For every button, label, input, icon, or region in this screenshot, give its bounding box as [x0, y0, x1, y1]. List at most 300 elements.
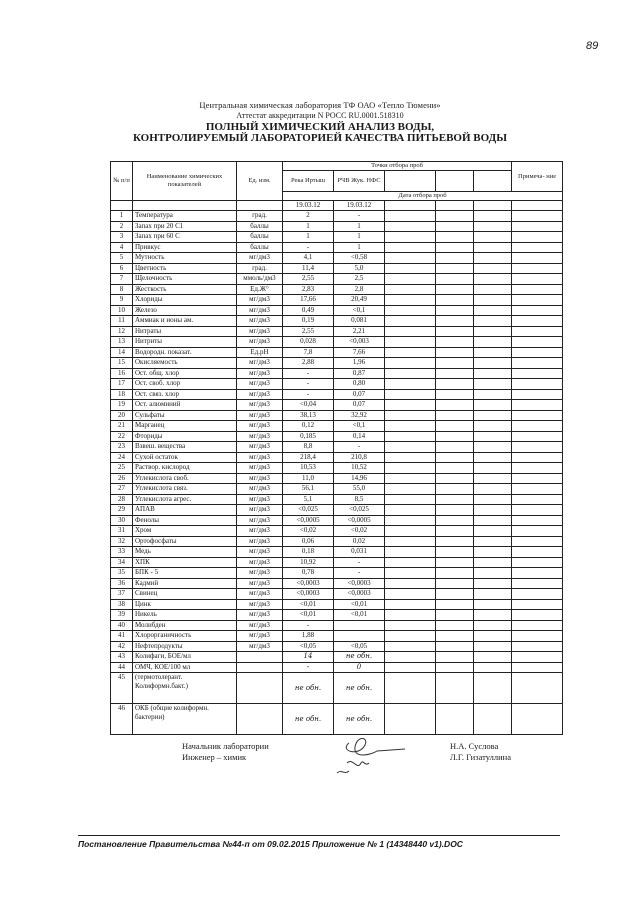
row-num: 1	[111, 211, 133, 222]
row-empty	[474, 410, 512, 421]
row-empty	[512, 589, 563, 600]
row-name: (термотолерант. Колиформн.бакт.)	[133, 673, 237, 704]
row-value-rchv: 20,49	[334, 295, 385, 306]
row-empty	[385, 421, 436, 432]
row-unit: мг/дм3	[237, 620, 283, 631]
row-empty	[385, 221, 436, 232]
row-num: 19	[111, 400, 133, 411]
row-name: Медь	[133, 547, 237, 558]
table-row	[111, 452, 563, 463]
row-unit: мг/дм3	[237, 557, 283, 568]
row-unit: мг/дм3	[237, 389, 283, 400]
row-empty	[385, 463, 436, 474]
table-row	[111, 641, 563, 652]
row-empty	[385, 662, 436, 673]
handwritten-signature	[335, 733, 430, 778]
row-empty	[474, 316, 512, 327]
row-empty	[474, 704, 512, 735]
row-name: Цветность	[133, 263, 237, 274]
row-value-rchv: 14,96	[334, 473, 385, 484]
table-row	[111, 284, 563, 295]
row-name: Сульфаты	[133, 410, 237, 421]
row-empty	[385, 620, 436, 631]
hdr-blank	[133, 201, 237, 211]
table-row	[111, 368, 563, 379]
row-unit: мг/дм3	[237, 368, 283, 379]
row-empty	[385, 673, 436, 704]
row-num: 20	[111, 410, 133, 421]
row-empty	[474, 547, 512, 558]
row-empty	[512, 662, 563, 673]
row-empty	[474, 379, 512, 390]
row-empty	[512, 368, 563, 379]
row-name: Привкус	[133, 242, 237, 253]
row-empty	[474, 631, 512, 642]
row-num: 12	[111, 326, 133, 337]
row-empty	[474, 484, 512, 495]
row-unit: град.	[237, 263, 283, 274]
row-unit: мг/дм3	[237, 358, 283, 369]
row-num: 45	[111, 673, 133, 704]
row-empty	[474, 662, 512, 673]
row-unit: мг/дм3	[237, 526, 283, 537]
row-unit: Ед.Ж°	[237, 284, 283, 295]
footer-rule	[78, 835, 560, 836]
row-empty	[385, 431, 436, 442]
row-value-rchv: 2,21	[334, 326, 385, 337]
row-empty	[474, 326, 512, 337]
row-empty	[512, 316, 563, 327]
row-empty	[512, 421, 563, 432]
row-empty	[436, 284, 474, 295]
row-empty	[512, 358, 563, 369]
row-name: Марганец	[133, 421, 237, 432]
row-value-rchv: 1	[334, 242, 385, 253]
row-value-river: -	[283, 368, 334, 379]
table-row	[111, 515, 563, 526]
row-empty	[512, 704, 563, 735]
row-value-river: <0,0003	[283, 589, 334, 600]
hdr-date-1: 19.03.12	[283, 201, 334, 211]
row-empty	[385, 337, 436, 348]
row-num: 36	[111, 578, 133, 589]
row-value-rchv: 8,5	[334, 494, 385, 505]
row-empty	[474, 589, 512, 600]
table-row	[111, 242, 563, 253]
row-unit: мг/дм3	[237, 463, 283, 474]
row-num: 17	[111, 379, 133, 390]
row-empty	[385, 589, 436, 600]
row-empty	[474, 505, 512, 516]
row-empty	[436, 473, 474, 484]
row-num: 4	[111, 242, 133, 253]
row-value-rchv: 10,52	[334, 463, 385, 474]
row-value-rchv: <0,1	[334, 421, 385, 432]
row-value-rchv: 210,8	[334, 452, 385, 463]
row-unit	[237, 652, 283, 663]
row-empty	[436, 494, 474, 505]
row-value-river: 1	[283, 232, 334, 243]
row-num: 6	[111, 263, 133, 274]
row-empty	[436, 610, 474, 621]
row-empty	[436, 662, 474, 673]
row-value-rchv: не обн.	[334, 673, 385, 704]
row-name: Кадмий	[133, 578, 237, 589]
row-empty	[474, 641, 512, 652]
row-value-river: <0,02	[283, 526, 334, 537]
row-empty	[474, 578, 512, 589]
row-empty	[385, 295, 436, 306]
row-empty	[474, 400, 512, 411]
row-empty	[474, 620, 512, 631]
hdr-note: Примеча- ние	[512, 162, 563, 192]
row-empty	[436, 631, 474, 642]
row-empty	[385, 484, 436, 495]
row-num: 30	[111, 515, 133, 526]
table-row	[111, 410, 563, 421]
hdr-points: Точки отбора проб	[283, 162, 512, 171]
row-value-river: 4,1	[283, 253, 334, 264]
row-name: ОКБ (общие колиформн. бактерии)	[133, 704, 237, 735]
row-value-river: 10,92	[283, 557, 334, 568]
row-unit: мг/дм3	[237, 305, 283, 316]
hdr-blank	[512, 201, 563, 211]
row-name: Жесткость	[133, 284, 237, 295]
row-empty	[512, 242, 563, 253]
row-num: 8	[111, 284, 133, 295]
row-num: 43	[111, 652, 133, 663]
table-header	[111, 162, 563, 211]
row-value-river: 10,53	[283, 463, 334, 474]
row-num: 26	[111, 473, 133, 484]
row-num: 14	[111, 347, 133, 358]
row-empty	[436, 452, 474, 463]
row-value-river: не обн.	[283, 704, 334, 735]
table-row	[111, 274, 563, 285]
row-empty	[512, 620, 563, 631]
row-empty	[512, 326, 563, 337]
hdr-blank	[237, 201, 283, 211]
row-empty	[474, 253, 512, 264]
row-num: 16	[111, 368, 133, 379]
table-row	[111, 599, 563, 610]
row-empty	[512, 494, 563, 505]
row-name: Водородн. показат.	[133, 347, 237, 358]
row-empty	[474, 494, 512, 505]
row-empty	[474, 652, 512, 663]
row-empty	[474, 274, 512, 285]
row-empty	[512, 442, 563, 453]
row-value-river: 1,88	[283, 631, 334, 642]
row-empty	[436, 316, 474, 327]
row-empty	[385, 631, 436, 642]
row-name: Свинец	[133, 589, 237, 600]
row-empty	[436, 652, 474, 663]
row-empty	[474, 389, 512, 400]
row-value-river: <0,04	[283, 400, 334, 411]
row-num: 9	[111, 295, 133, 306]
row-empty	[385, 652, 436, 663]
row-value-river: 0,19	[283, 316, 334, 327]
row-value-rchv: -	[334, 442, 385, 453]
row-name: Цинк	[133, 599, 237, 610]
row-empty	[512, 652, 563, 663]
row-empty	[385, 400, 436, 411]
row-name: ХПК	[133, 557, 237, 568]
row-empty	[385, 211, 436, 222]
row-num: 21	[111, 421, 133, 432]
row-value-river: 2,88	[283, 358, 334, 369]
row-value-rchv: 0,80	[334, 379, 385, 390]
row-unit: мг/дм3	[237, 494, 283, 505]
row-empty	[436, 232, 474, 243]
row-value-river: <0,0005	[283, 515, 334, 526]
row-value-rchv: 5,0	[334, 263, 385, 274]
row-value-rchv: 0	[334, 662, 385, 673]
row-empty	[512, 641, 563, 652]
accreditation: Аттестат аккредитации N РОСС RU.0001.518310	[236, 111, 404, 120]
table-row	[111, 662, 563, 673]
name-engineer: Л.Г. Гизатуллина	[450, 752, 511, 762]
row-num: 40	[111, 620, 133, 631]
table-row	[111, 337, 563, 348]
table-row	[111, 305, 563, 316]
row-num: 3	[111, 232, 133, 243]
row-empty	[512, 410, 563, 421]
table-row	[111, 557, 563, 568]
row-value-river: 11,4	[283, 263, 334, 274]
row-empty	[474, 284, 512, 295]
name-head: Н.А. Суслова	[450, 741, 499, 751]
row-name: Хлорорганичность	[133, 631, 237, 642]
row-value-river: 0,18	[283, 547, 334, 558]
row-value-rchv	[334, 631, 385, 642]
row-num: 35	[111, 568, 133, 579]
row-empty	[474, 610, 512, 621]
row-empty	[385, 379, 436, 390]
row-unit: мг/дм3	[237, 589, 283, 600]
row-empty	[474, 557, 512, 568]
row-empty	[474, 358, 512, 369]
table-row	[111, 421, 563, 432]
row-unit: мг/дм3	[237, 410, 283, 421]
table-row	[111, 610, 563, 621]
row-name: Взвеш. вещества	[133, 442, 237, 453]
row-name: Ост. алюминий	[133, 400, 237, 411]
row-unit	[237, 662, 283, 673]
row-value-river: <0,025	[283, 505, 334, 516]
row-value-river: 14	[283, 652, 334, 663]
row-value-rchv: 1,96	[334, 358, 385, 369]
table-row	[111, 389, 563, 400]
row-empty	[436, 400, 474, 411]
row-empty	[436, 221, 474, 232]
row-name: Сухой остаток	[133, 452, 237, 463]
row-value-rchv: <0,0003	[334, 589, 385, 600]
hdr-col-4	[436, 171, 474, 192]
row-empty	[436, 463, 474, 474]
row-empty	[474, 368, 512, 379]
row-value-river: 0,06	[283, 536, 334, 547]
table-row	[111, 631, 563, 642]
row-empty	[512, 400, 563, 411]
row-empty	[512, 221, 563, 232]
row-empty	[474, 242, 512, 253]
row-empty	[436, 484, 474, 495]
row-empty	[436, 620, 474, 631]
table-row	[111, 620, 563, 631]
row-name: Температура	[133, 211, 237, 222]
row-empty	[385, 505, 436, 516]
hdr-blank	[474, 201, 512, 211]
row-unit: мг/дм3	[237, 578, 283, 589]
hdr-unit: Ед. изм.	[237, 162, 283, 201]
table-row	[111, 379, 563, 390]
row-unit: мг/дм3	[237, 316, 283, 327]
row-empty	[385, 704, 436, 735]
row-num: 29	[111, 505, 133, 516]
row-empty	[436, 211, 474, 222]
row-empty	[512, 536, 563, 547]
row-value-rchv: 0,031	[334, 547, 385, 558]
row-unit: ммоль/дм3	[237, 274, 283, 285]
row-num: 22	[111, 431, 133, 442]
row-unit: мг/дм3	[237, 442, 283, 453]
row-empty	[385, 610, 436, 621]
table-row	[111, 221, 563, 232]
row-empty	[385, 494, 436, 505]
table-row	[111, 526, 563, 537]
table-row	[111, 578, 563, 589]
row-empty	[436, 599, 474, 610]
row-name: Углекислота связ.	[133, 484, 237, 495]
row-empty	[512, 505, 563, 516]
row-unit	[237, 673, 283, 704]
row-name: Щелочность	[133, 274, 237, 285]
row-value-river: 0,185	[283, 431, 334, 442]
row-value-rchv: 0,07	[334, 389, 385, 400]
footer-text: Постановление Правительства №44-п от 09.02.2015 Приложение № 1 (14348440 v1).DOC	[78, 839, 463, 849]
row-empty	[385, 389, 436, 400]
table-row	[111, 484, 563, 495]
row-value-rchv: -	[334, 211, 385, 222]
table-row	[111, 326, 563, 337]
row-value-rchv: <0,58	[334, 253, 385, 264]
row-unit: мг/дм3	[237, 536, 283, 547]
row-empty	[385, 568, 436, 579]
row-value-rchv: не обн.	[334, 652, 385, 663]
page-number: 89	[586, 40, 599, 52]
row-unit	[237, 704, 283, 735]
row-empty	[436, 410, 474, 421]
row-empty	[436, 526, 474, 537]
row-num: 46	[111, 704, 133, 735]
table-body	[111, 211, 563, 735]
table-row	[111, 442, 563, 453]
row-unit: мг/дм3	[237, 610, 283, 621]
table-row	[111, 316, 563, 327]
table-row	[111, 589, 563, 600]
row-value-rchv: <0,02	[334, 526, 385, 537]
row-empty	[436, 379, 474, 390]
table-row	[111, 211, 563, 222]
row-num: 27	[111, 484, 133, 495]
row-empty	[474, 673, 512, 704]
row-unit: Ед.рН	[237, 347, 283, 358]
row-value-river: 0,12	[283, 421, 334, 432]
row-value-rchv: <0,003	[334, 337, 385, 348]
row-empty	[474, 232, 512, 243]
row-name: Ост. своб. хлор	[133, 379, 237, 390]
row-empty	[385, 263, 436, 274]
row-empty	[474, 263, 512, 274]
row-empty	[436, 242, 474, 253]
row-name: Нефтепродукты	[133, 641, 237, 652]
row-value-river: не обн.	[283, 673, 334, 704]
doc-title-2: КОНТРОЛИРУЕМЫЙ ЛАБОРАТОРИЕЙ КАЧЕСТВА ПИТЬЕВОЙ ВОДЫ	[132, 132, 507, 144]
row-num: 18	[111, 389, 133, 400]
row-empty	[385, 547, 436, 558]
row-value-river: 11,0	[283, 473, 334, 484]
row-value-river: -	[283, 379, 334, 390]
row-num: 42	[111, 641, 133, 652]
table-row	[111, 568, 563, 579]
row-name: Хлориды	[133, 295, 237, 306]
row-empty	[385, 578, 436, 589]
row-value-rchv: 1	[334, 221, 385, 232]
row-num: 5	[111, 253, 133, 264]
row-empty	[474, 568, 512, 579]
row-name: Фенолы	[133, 515, 237, 526]
row-empty	[436, 515, 474, 526]
hdr-col-rchv: РЧВ Жук. НФС	[334, 171, 385, 192]
row-num: 23	[111, 442, 133, 453]
row-empty	[385, 347, 436, 358]
row-value-river: <0,01	[283, 610, 334, 621]
row-value-rchv: <0,0003	[334, 578, 385, 589]
row-num: 15	[111, 358, 133, 369]
lab-name: Центральная химическая лаборатория ТФ ОАО «Тепло Тюмени»	[199, 100, 441, 110]
row-empty	[385, 557, 436, 568]
table-row	[111, 494, 563, 505]
row-empty	[474, 211, 512, 222]
row-empty	[436, 368, 474, 379]
row-empty	[436, 337, 474, 348]
hdr-name: Наименование химических показателей	[133, 162, 237, 201]
hdr-date-2: 19.03.12	[334, 201, 385, 211]
row-unit: мг/дм3	[237, 547, 283, 558]
row-num: 24	[111, 452, 133, 463]
role-head: Начальник лаборатории	[182, 741, 269, 751]
row-value-river: 8,8	[283, 442, 334, 453]
row-empty	[385, 473, 436, 484]
table-row	[111, 358, 563, 369]
table-row	[111, 463, 563, 474]
row-num: 13	[111, 337, 133, 348]
row-empty	[474, 295, 512, 306]
row-empty	[385, 253, 436, 264]
row-name: Нитриты	[133, 337, 237, 348]
row-value-rchv: 1	[334, 232, 385, 243]
row-empty	[436, 589, 474, 600]
row-empty	[512, 232, 563, 243]
row-empty	[436, 431, 474, 442]
row-empty	[385, 526, 436, 537]
row-unit: баллы	[237, 232, 283, 243]
row-value-rchv: 2,5	[334, 274, 385, 285]
row-value-river: -	[283, 620, 334, 631]
analysis-table	[110, 161, 563, 735]
